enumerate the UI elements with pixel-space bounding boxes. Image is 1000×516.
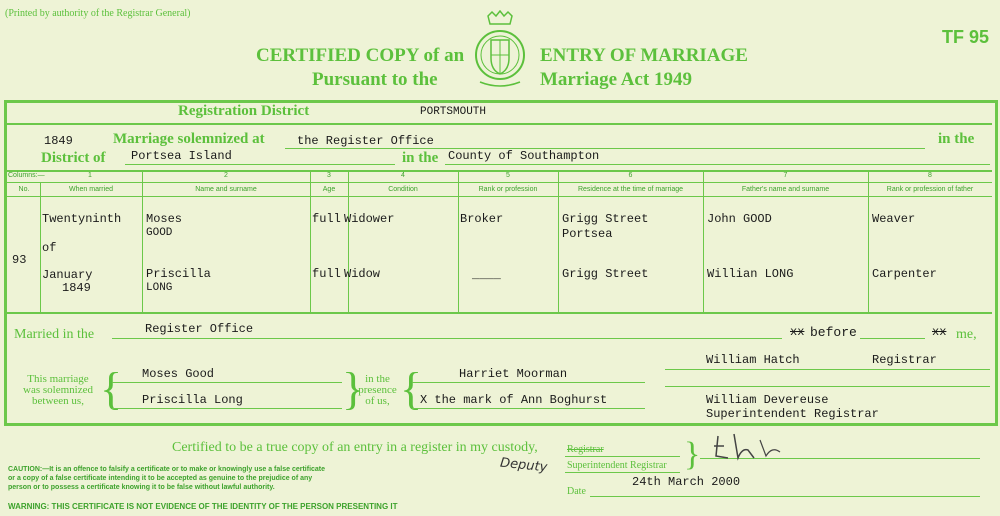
date-label: Date	[567, 486, 586, 497]
brace-right: {	[400, 363, 423, 414]
year: 1849	[44, 134, 73, 148]
superintendent-registrar-label: Superintendent Registrar	[567, 460, 667, 471]
groom-surname: GOOD	[146, 227, 173, 239]
column-number: 2	[224, 172, 228, 179]
royal-coat-of-arms-icon	[470, 10, 530, 95]
me-label: me,	[956, 327, 977, 342]
presence-2: presence	[358, 384, 397, 396]
registration-district-value: PORTSMOUTH	[420, 106, 487, 118]
bride-age: full	[312, 267, 341, 281]
column-number: 3	[327, 172, 331, 179]
date-month: January	[42, 268, 93, 282]
strike-2: xx	[932, 325, 947, 339]
deputy-handwritten: Deputy	[499, 455, 548, 476]
solemnized-value: the Register Office	[297, 134, 434, 148]
column-header-residence: Residence at the time of marriage	[577, 186, 684, 193]
district-of-label: District of	[41, 150, 106, 166]
solemnized-between-3: between us,	[32, 395, 84, 407]
strike-1: xx	[790, 325, 805, 339]
bride-condition: Widow	[344, 267, 381, 281]
column-header-condition: Condition	[388, 186, 418, 193]
witness-2: X the mark of Ann Boghurst	[420, 393, 608, 407]
solemnized-between-1: This marriage	[27, 373, 89, 385]
footer-brace: }	[684, 436, 701, 473]
superintendent-name: William Devereuse	[706, 393, 829, 407]
entry-number: 93	[12, 253, 27, 267]
groom-residence-2: Portsea	[562, 227, 613, 241]
column-number: 4	[401, 172, 405, 179]
title-left-2: Pursuant to the	[312, 69, 438, 90]
county-value: County of Southampton	[448, 149, 600, 163]
certified-statement: Certified to be a true copy of an entry in a register in my custody,	[172, 440, 538, 455]
columns-label: Columns:—	[8, 172, 45, 179]
registration-district-label: Registration District	[178, 103, 310, 119]
groom-condition: Widower	[344, 212, 395, 226]
in-the-label-2: in the	[402, 150, 439, 166]
groom-residence-1: Grigg Street	[562, 212, 649, 226]
groom-profession: Broker	[460, 212, 504, 226]
superintendent-role: Superintendent Registrar	[706, 407, 879, 421]
before-label: before	[810, 325, 857, 340]
column-header-name: Name and surname	[195, 186, 257, 193]
solemnized-label: Marriage solemnized at	[113, 131, 265, 147]
party-2: Priscilla Long	[142, 393, 243, 407]
presence-3: of us,	[365, 395, 390, 407]
district-of-value: Portsea Island	[131, 149, 232, 163]
warning: WARNING: THIS CERTIFICATE IS NOT EVIDENCE OF THE IDENTITY OF THE PERSON PRESENTING IT	[8, 502, 398, 511]
bride-father-profession: Carpenter	[872, 267, 937, 281]
caution-line-3: person or to possess a certificate knowing it to be false without lawful authority.	[8, 484, 275, 491]
registrar-label: Registrar	[567, 444, 604, 455]
form-code: TF 95	[942, 27, 990, 47]
groom-first-name: Moses	[146, 212, 183, 226]
column-number: 6	[628, 172, 633, 179]
bride-first-name: Priscilla	[146, 267, 211, 281]
bride-father: Willian LONG	[707, 267, 794, 281]
date-day: Twentyninth	[42, 212, 122, 226]
caution-line-1: CAUTION:—It is an offence to falsify a certificate or to make or knowingly use a false certificate	[8, 466, 326, 473]
married-in-value: Register Office	[145, 322, 254, 336]
bride-surname: LONG	[146, 282, 173, 294]
signature-icon	[710, 428, 790, 473]
column-number: 1	[88, 172, 92, 179]
groom-father-profession: Weaver	[872, 212, 916, 226]
title-right-2: Marriage Act 1949	[540, 69, 692, 90]
column-number: 5	[506, 172, 510, 179]
column-header-age: Age	[322, 186, 336, 193]
column-header-when: When married	[69, 186, 113, 193]
in-the-label: in the	[938, 131, 975, 147]
column-header-father-rank: Rank or profession of father	[886, 186, 974, 193]
title-left-1: CERTIFIED COPY of an	[256, 45, 465, 66]
column-header-father: Father's name and surname	[741, 186, 830, 193]
bride-profession: ____	[472, 268, 501, 282]
officiant-role: Registrar	[872, 353, 937, 367]
caution-line-2: or a copy of a false certificate intending it to be accepted as genuine to the prejudice of any	[8, 475, 313, 482]
brace-middle: }	[342, 363, 365, 414]
bride-residence: Grigg Street	[562, 267, 649, 281]
column-number: 7	[783, 172, 788, 179]
brace-left: {	[100, 363, 123, 414]
solemnized-between-2: was solemnized	[23, 384, 93, 396]
date-of: of	[42, 241, 57, 255]
date-year: 1849	[62, 281, 91, 295]
presence-1: in the	[365, 373, 390, 385]
groom-age: full	[312, 212, 341, 226]
title-right-1: ENTRY OF MARRIAGE	[540, 45, 748, 66]
column-number: 8	[928, 172, 932, 179]
party-1: Moses Good	[142, 367, 215, 381]
column-header-rank: Rank or profession	[478, 186, 538, 193]
authority-note: (Printed by authority of the Registrar General)	[5, 8, 191, 19]
witness-1: Harriet Moorman	[459, 367, 568, 381]
date-value: 24th March 2000	[632, 475, 741, 489]
groom-father: John GOOD	[707, 212, 772, 226]
officiant-name: William Hatch	[706, 353, 800, 367]
column-header-no: No.	[18, 186, 30, 193]
married-in-label: Married in the	[14, 327, 95, 342]
